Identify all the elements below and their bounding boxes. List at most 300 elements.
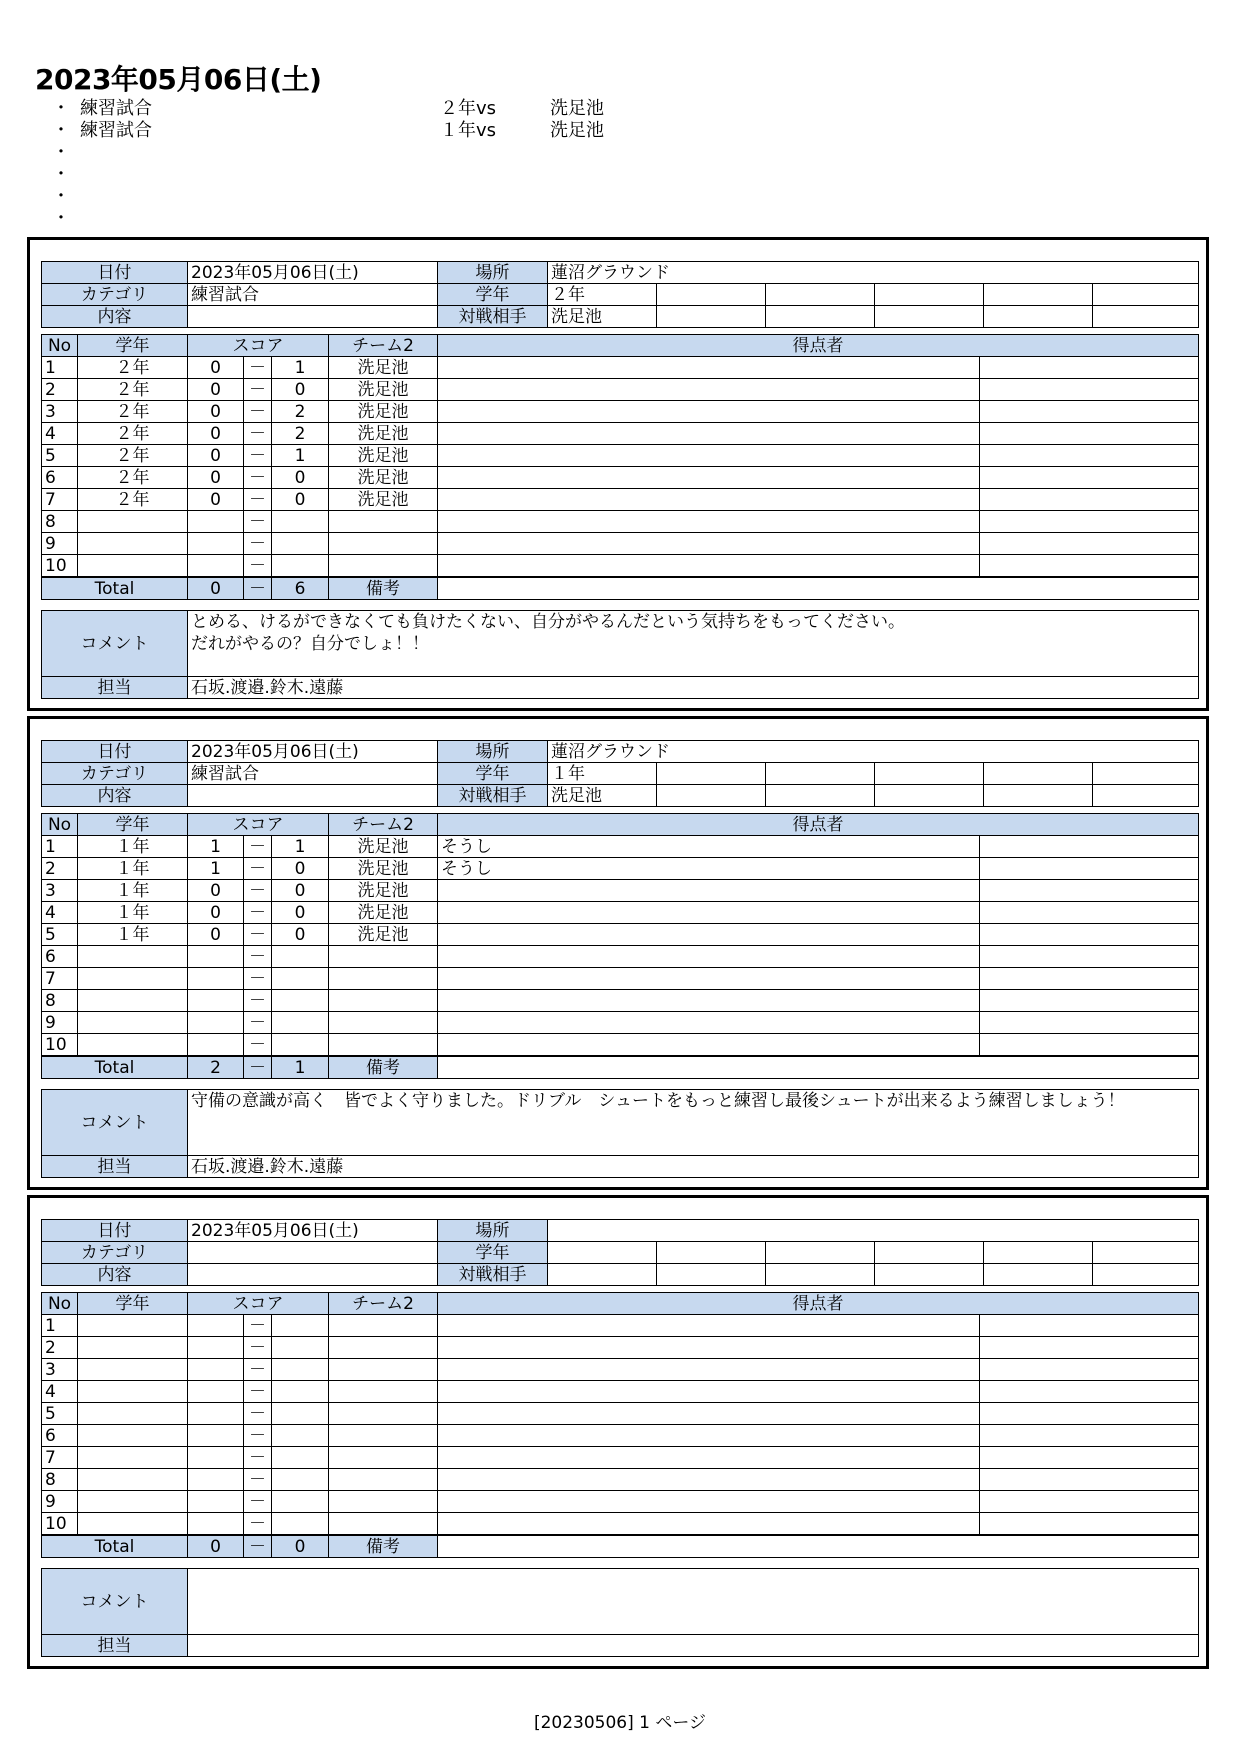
- row-score-away: 2: [272, 401, 329, 423]
- row-no: 2: [42, 379, 78, 401]
- row-score-home: 1: [188, 836, 244, 858]
- total-away: 0: [272, 1535, 329, 1558]
- row-no: 10: [42, 1513, 78, 1536]
- row-score-away: [272, 1425, 329, 1447]
- place-label: 場所: [438, 1220, 548, 1242]
- table-row: [42, 1337, 1199, 1359]
- row-score-dash: －: [244, 1513, 272, 1536]
- opponent-extra-cell: [984, 1264, 1093, 1286]
- table-row: [42, 533, 1199, 555]
- row-scorer: [438, 1359, 980, 1381]
- row-no: 8: [42, 511, 78, 533]
- opponent-extra-cell: [875, 306, 984, 328]
- score-header: スコア: [188, 335, 329, 357]
- row-score-away: 1: [272, 445, 329, 467]
- row-scorer-extra: [980, 555, 1199, 578]
- row-scorer-extra: [980, 1359, 1199, 1381]
- table-row: [42, 1359, 1199, 1381]
- row-no: 7: [42, 968, 78, 990]
- grade-extra-cell: [657, 1242, 766, 1264]
- row-score-away: [272, 946, 329, 968]
- row-team2: 洗足池: [329, 924, 438, 946]
- row-no: 6: [42, 1425, 78, 1447]
- row-score-away: 1: [272, 357, 329, 379]
- bullet: ・: [52, 142, 70, 163]
- opponent-extra-cell: [766, 785, 875, 807]
- row-scorer-extra: [980, 946, 1199, 968]
- row-no: 1: [42, 1315, 78, 1337]
- summary-category: 練習試合: [80, 120, 152, 141]
- table-row: [42, 836, 1199, 858]
- row-scorer: [438, 1491, 980, 1513]
- summary-opponent: [550, 208, 710, 230]
- row-score-dash: －: [244, 858, 272, 880]
- opponent-extra-cell: [766, 306, 875, 328]
- total-dash: －: [244, 577, 272, 600]
- comment-line: とめる、けるができなくても負けたくない、自分がやるんだという気持ちをもってください。: [191, 612, 905, 632]
- grade-extra-cell: [657, 763, 766, 785]
- row-no: 6: [42, 946, 78, 968]
- total-row: [42, 1056, 1199, 1079]
- row-score-home: 0: [188, 880, 244, 902]
- row-scorer: [438, 555, 980, 578]
- summary-opponent: [550, 142, 710, 164]
- row-grade: [78, 1012, 188, 1034]
- row-team2: 洗足池: [329, 423, 438, 445]
- row-score-away: 0: [272, 858, 329, 880]
- row-score-away: [272, 1359, 329, 1381]
- row-team2: 洗足池: [329, 489, 438, 511]
- row-scorer-extra: [980, 1034, 1199, 1057]
- row-scorer-extra: [980, 902, 1199, 924]
- summary-grade: [440, 164, 550, 186]
- comment-label: コメント: [42, 1569, 188, 1635]
- total-row: [42, 1535, 1199, 1558]
- row-grade: １年: [78, 924, 188, 946]
- row-score-dash: －: [244, 1403, 272, 1425]
- row-scorer: [438, 445, 980, 467]
- summary-grade: [440, 186, 550, 208]
- summary-category: [80, 186, 440, 208]
- total-dash: －: [244, 1535, 272, 1558]
- row-scorer: [438, 902, 980, 924]
- row-grade: [78, 1425, 188, 1447]
- staff-label: 担当: [42, 1156, 188, 1178]
- row-score-dash: －: [244, 1315, 272, 1337]
- row-grade: [78, 946, 188, 968]
- comment-text: [188, 611, 1199, 677]
- grade-extra-cell: [766, 763, 875, 785]
- row-score-dash: －: [244, 1491, 272, 1513]
- row-score-home: [188, 968, 244, 990]
- summary-category: [80, 164, 440, 186]
- grade-extra-cell: [1093, 763, 1199, 785]
- date-label: 日付: [42, 262, 188, 284]
- summary-opponent: 洗足池: [550, 98, 604, 119]
- scorers-header: 得点者: [438, 1293, 1199, 1315]
- row-no: 9: [42, 1491, 78, 1513]
- table-row: [42, 1425, 1199, 1447]
- table-row: [42, 1012, 1199, 1034]
- row-score-away: 0: [272, 880, 329, 902]
- opponent-value: 洗足池: [548, 306, 657, 328]
- row-scorer-extra: [980, 423, 1199, 445]
- table-row: [42, 880, 1199, 902]
- row-grade: ２年: [78, 489, 188, 511]
- category-label: カテゴリ: [42, 763, 188, 785]
- row-score-home: 0: [188, 924, 244, 946]
- row-scorer-extra: [980, 836, 1199, 858]
- place-value: [548, 1220, 1199, 1242]
- total-home: 0: [188, 577, 244, 600]
- table-row: [42, 489, 1199, 511]
- date-label: 日付: [42, 1220, 188, 1242]
- grade-value: １年: [548, 763, 657, 785]
- summary-opponent: [550, 164, 710, 186]
- row-team2: 洗足池: [329, 902, 438, 924]
- row-score-home: 0: [188, 445, 244, 467]
- row-scorer: [438, 533, 980, 555]
- row-score-home: [188, 1012, 244, 1034]
- row-scorer-extra: [980, 445, 1199, 467]
- row-grade: ２年: [78, 445, 188, 467]
- row-scorer: [438, 489, 980, 511]
- opponent-label: 対戦相手: [438, 785, 548, 807]
- row-scorer: [438, 968, 980, 990]
- summary-grade: [440, 208, 550, 230]
- row-scorer-extra: [980, 1469, 1199, 1491]
- row-score-dash: －: [244, 533, 272, 555]
- grade-extra-cell: [984, 284, 1093, 306]
- summary-grade: ２年vs: [440, 98, 497, 119]
- remarks-value: [438, 1056, 1199, 1079]
- opponent-extra-cell: [1093, 306, 1199, 328]
- staff-value: [188, 1635, 1199, 1657]
- table-row: [42, 968, 1199, 990]
- page-footer: [20230506] 1 ページ: [533, 1713, 707, 1733]
- scorers-header: 得点者: [438, 335, 1199, 357]
- table-row: [42, 1513, 1199, 1536]
- grade-extra-cell: [984, 1242, 1093, 1264]
- opponent-extra-cell: [875, 1264, 984, 1286]
- row-scorer: [438, 880, 980, 902]
- row-team2: 洗足池: [329, 880, 438, 902]
- place-label: 場所: [438, 262, 548, 284]
- row-score-home: [188, 990, 244, 1012]
- row-score-home: [188, 946, 244, 968]
- row-score-home: [188, 1337, 244, 1359]
- row-score-home: 0: [188, 489, 244, 511]
- row-score-away: [272, 1315, 329, 1337]
- row-team2: [329, 1469, 438, 1491]
- grade-header: 学年: [78, 335, 188, 357]
- total-label: Total: [42, 577, 188, 600]
- row-no: 8: [42, 1469, 78, 1491]
- grade-header: 学年: [78, 1293, 188, 1315]
- row-grade: [78, 968, 188, 990]
- row-score-home: [188, 533, 244, 555]
- row-scorer: [438, 357, 980, 379]
- row-scorer-extra: [980, 467, 1199, 489]
- row-scorer: そうし: [438, 836, 980, 858]
- row-team2: [329, 511, 438, 533]
- match-info-table: [41, 1219, 1199, 1286]
- row-score-dash: －: [244, 1381, 272, 1403]
- row-team2: [329, 1381, 438, 1403]
- row-no: 4: [42, 423, 78, 445]
- row-scorer-extra: [980, 379, 1199, 401]
- table-row: [42, 1034, 1199, 1057]
- row-score-home: [188, 1359, 244, 1381]
- bullet: ・: [52, 186, 70, 207]
- row-no: 2: [42, 858, 78, 880]
- row-score-away: 0: [272, 924, 329, 946]
- row-scorer-extra: [980, 511, 1199, 533]
- row-score-home: [188, 555, 244, 578]
- match-record: [27, 1195, 1209, 1669]
- staff-value: 石坂.渡邉.鈴木.遠藤: [188, 677, 1199, 699]
- row-scorer: [438, 379, 980, 401]
- row-grade: ２年: [78, 467, 188, 489]
- grade-label: 学年: [438, 284, 548, 306]
- category-value: 練習試合: [188, 284, 438, 306]
- row-team2: [329, 1447, 438, 1469]
- summary-opponent: 洗足池: [550, 120, 604, 141]
- row-no: 3: [42, 401, 78, 423]
- row-grade: [78, 1315, 188, 1337]
- summary-item: [52, 208, 752, 230]
- grade-extra-cell: [1093, 1242, 1199, 1264]
- table-row: [42, 1403, 1199, 1425]
- row-score-home: [188, 1034, 244, 1057]
- row-score-away: [272, 990, 329, 1012]
- row-team2: [329, 1403, 438, 1425]
- table-row: [42, 924, 1199, 946]
- row-grade: １年: [78, 880, 188, 902]
- row-no: 10: [42, 555, 78, 578]
- row-team2: [329, 1012, 438, 1034]
- row-scorer-extra: [980, 880, 1199, 902]
- row-grade: １年: [78, 902, 188, 924]
- row-grade: [78, 1403, 188, 1425]
- row-team2: [329, 1513, 438, 1536]
- date-value: 2023年05月06日(土): [188, 1220, 438, 1242]
- row-scorer-extra: [980, 1381, 1199, 1403]
- opponent-extra-cell: [657, 306, 766, 328]
- score-table: [41, 1292, 1199, 1558]
- score-table: [41, 334, 1199, 600]
- row-score-dash: －: [244, 1034, 272, 1057]
- category-value: [188, 1242, 438, 1264]
- team2-header: チーム2: [329, 814, 438, 836]
- table-row: [42, 511, 1199, 533]
- row-grade: [78, 1469, 188, 1491]
- row-score-away: [272, 511, 329, 533]
- row-scorer-extra: [980, 1513, 1199, 1536]
- row-no: 1: [42, 836, 78, 858]
- row-no: 5: [42, 445, 78, 467]
- grade-header: 学年: [78, 814, 188, 836]
- row-score-home: 0: [188, 401, 244, 423]
- remarks-label: 備考: [329, 577, 438, 600]
- row-score-away: [272, 1491, 329, 1513]
- date-value: 2023年05月06日(土): [188, 741, 438, 763]
- summary-opponent: [550, 186, 710, 208]
- opponent-extra-cell: [1093, 785, 1199, 807]
- table-row: [42, 1315, 1199, 1337]
- comment-table: [41, 1089, 1199, 1178]
- row-score-dash: －: [244, 1425, 272, 1447]
- row-scorer: [438, 1469, 980, 1491]
- grade-extra-cell: [875, 284, 984, 306]
- row-score-away: 1: [272, 836, 329, 858]
- no-header: No: [42, 1293, 78, 1315]
- row-scorer-extra: [980, 1447, 1199, 1469]
- row-score-home: 1: [188, 858, 244, 880]
- row-no: 9: [42, 1012, 78, 1034]
- content-label: 内容: [42, 785, 188, 807]
- content-value: [188, 1264, 438, 1286]
- page-title: 2023年05月06日(土): [35, 63, 322, 96]
- row-score-dash: －: [244, 467, 272, 489]
- row-scorer: [438, 1012, 980, 1034]
- row-team2: [329, 946, 438, 968]
- row-team2: [329, 1491, 438, 1513]
- total-away: 6: [272, 577, 329, 600]
- bullet: ・: [52, 120, 70, 141]
- row-scorer: [438, 1403, 980, 1425]
- total-dash: －: [244, 1056, 272, 1079]
- row-scorer: [438, 1425, 980, 1447]
- grade-extra-cell: [766, 284, 875, 306]
- row-score-dash: －: [244, 1469, 272, 1491]
- row-scorer: [438, 1513, 980, 1536]
- row-no: 3: [42, 880, 78, 902]
- row-score-dash: －: [244, 1447, 272, 1469]
- row-grade: [78, 511, 188, 533]
- row-grade: [78, 1381, 188, 1403]
- row-score-dash: －: [244, 946, 272, 968]
- row-team2: 洗足池: [329, 379, 438, 401]
- row-score-dash: －: [244, 990, 272, 1012]
- row-score-away: 2: [272, 423, 329, 445]
- row-scorer: [438, 990, 980, 1012]
- summary-category: 練習試合: [80, 98, 152, 119]
- total-row: [42, 577, 1199, 600]
- row-grade: ２年: [78, 401, 188, 423]
- row-score-away: [272, 1381, 329, 1403]
- row-grade: [78, 555, 188, 578]
- row-score-away: [272, 1403, 329, 1425]
- grade-label: 学年: [438, 1242, 548, 1264]
- row-scorer-extra: [980, 1403, 1199, 1425]
- match-record: [27, 237, 1209, 711]
- match-record: [27, 716, 1209, 1190]
- row-scorer: [438, 467, 980, 489]
- category-value: 練習試合: [188, 763, 438, 785]
- row-no: 4: [42, 1381, 78, 1403]
- row-grade: [78, 1447, 188, 1469]
- grade-extra-cell: [657, 284, 766, 306]
- row-score-home: 0: [188, 357, 244, 379]
- row-score-away: [272, 968, 329, 990]
- row-scorer: [438, 924, 980, 946]
- grade-extra-cell: [1093, 284, 1199, 306]
- row-score-dash: －: [244, 379, 272, 401]
- grade-extra-cell: [984, 763, 1093, 785]
- summary-item: [52, 142, 752, 164]
- opponent-extra-cell: [766, 1264, 875, 1286]
- table-row: [42, 357, 1199, 379]
- summary-category: [80, 208, 440, 230]
- row-team2: [329, 1034, 438, 1057]
- row-grade: [78, 1034, 188, 1057]
- opponent-extra-cell: [657, 785, 766, 807]
- row-grade: ２年: [78, 379, 188, 401]
- content-value: [188, 785, 438, 807]
- row-no: 5: [42, 1403, 78, 1425]
- table-row: [42, 946, 1199, 968]
- row-scorer-extra: [980, 357, 1199, 379]
- row-scorer-extra: [980, 1315, 1199, 1337]
- row-scorer: そうし: [438, 858, 980, 880]
- total-label: Total: [42, 1056, 188, 1079]
- grade-extra-cell: [766, 1242, 875, 1264]
- comment-table: [41, 1568, 1199, 1657]
- row-scorer-extra: [980, 858, 1199, 880]
- row-no: 4: [42, 902, 78, 924]
- row-score-dash: －: [244, 1359, 272, 1381]
- total-label: Total: [42, 1535, 188, 1558]
- opponent-extra-cell: [984, 306, 1093, 328]
- row-team2: [329, 1425, 438, 1447]
- row-score-dash: －: [244, 880, 272, 902]
- row-score-dash: －: [244, 902, 272, 924]
- table-row: [42, 401, 1199, 423]
- table-row: [42, 902, 1199, 924]
- row-score-home: [188, 1315, 244, 1337]
- row-team2: 洗足池: [329, 445, 438, 467]
- row-scorer-extra: [980, 401, 1199, 423]
- scorers-header: 得点者: [438, 814, 1199, 836]
- row-score-home: [188, 1425, 244, 1447]
- row-scorer: [438, 1447, 980, 1469]
- remarks-label: 備考: [329, 1056, 438, 1079]
- row-scorer-extra: [980, 990, 1199, 1012]
- row-team2: [329, 533, 438, 555]
- comment-text: [188, 1569, 1199, 1635]
- summary-item: [52, 98, 752, 120]
- date-label: 日付: [42, 741, 188, 763]
- date-value: 2023年05月06日(土): [188, 262, 438, 284]
- remarks-value: [438, 1535, 1199, 1558]
- table-row: [42, 467, 1199, 489]
- row-score-dash: －: [244, 555, 272, 578]
- row-score-away: 0: [272, 467, 329, 489]
- row-scorer: [438, 1034, 980, 1057]
- table-row: [42, 1491, 1199, 1513]
- row-team2: [329, 990, 438, 1012]
- row-grade: [78, 1359, 188, 1381]
- content-label: 内容: [42, 306, 188, 328]
- grade-extra-cell: [875, 763, 984, 785]
- content-value: [188, 306, 438, 328]
- opponent-extra-cell: [984, 785, 1093, 807]
- opponent-label: 対戦相手: [438, 306, 548, 328]
- row-score-home: [188, 1469, 244, 1491]
- row-grade: ２年: [78, 357, 188, 379]
- table-row: [42, 1469, 1199, 1491]
